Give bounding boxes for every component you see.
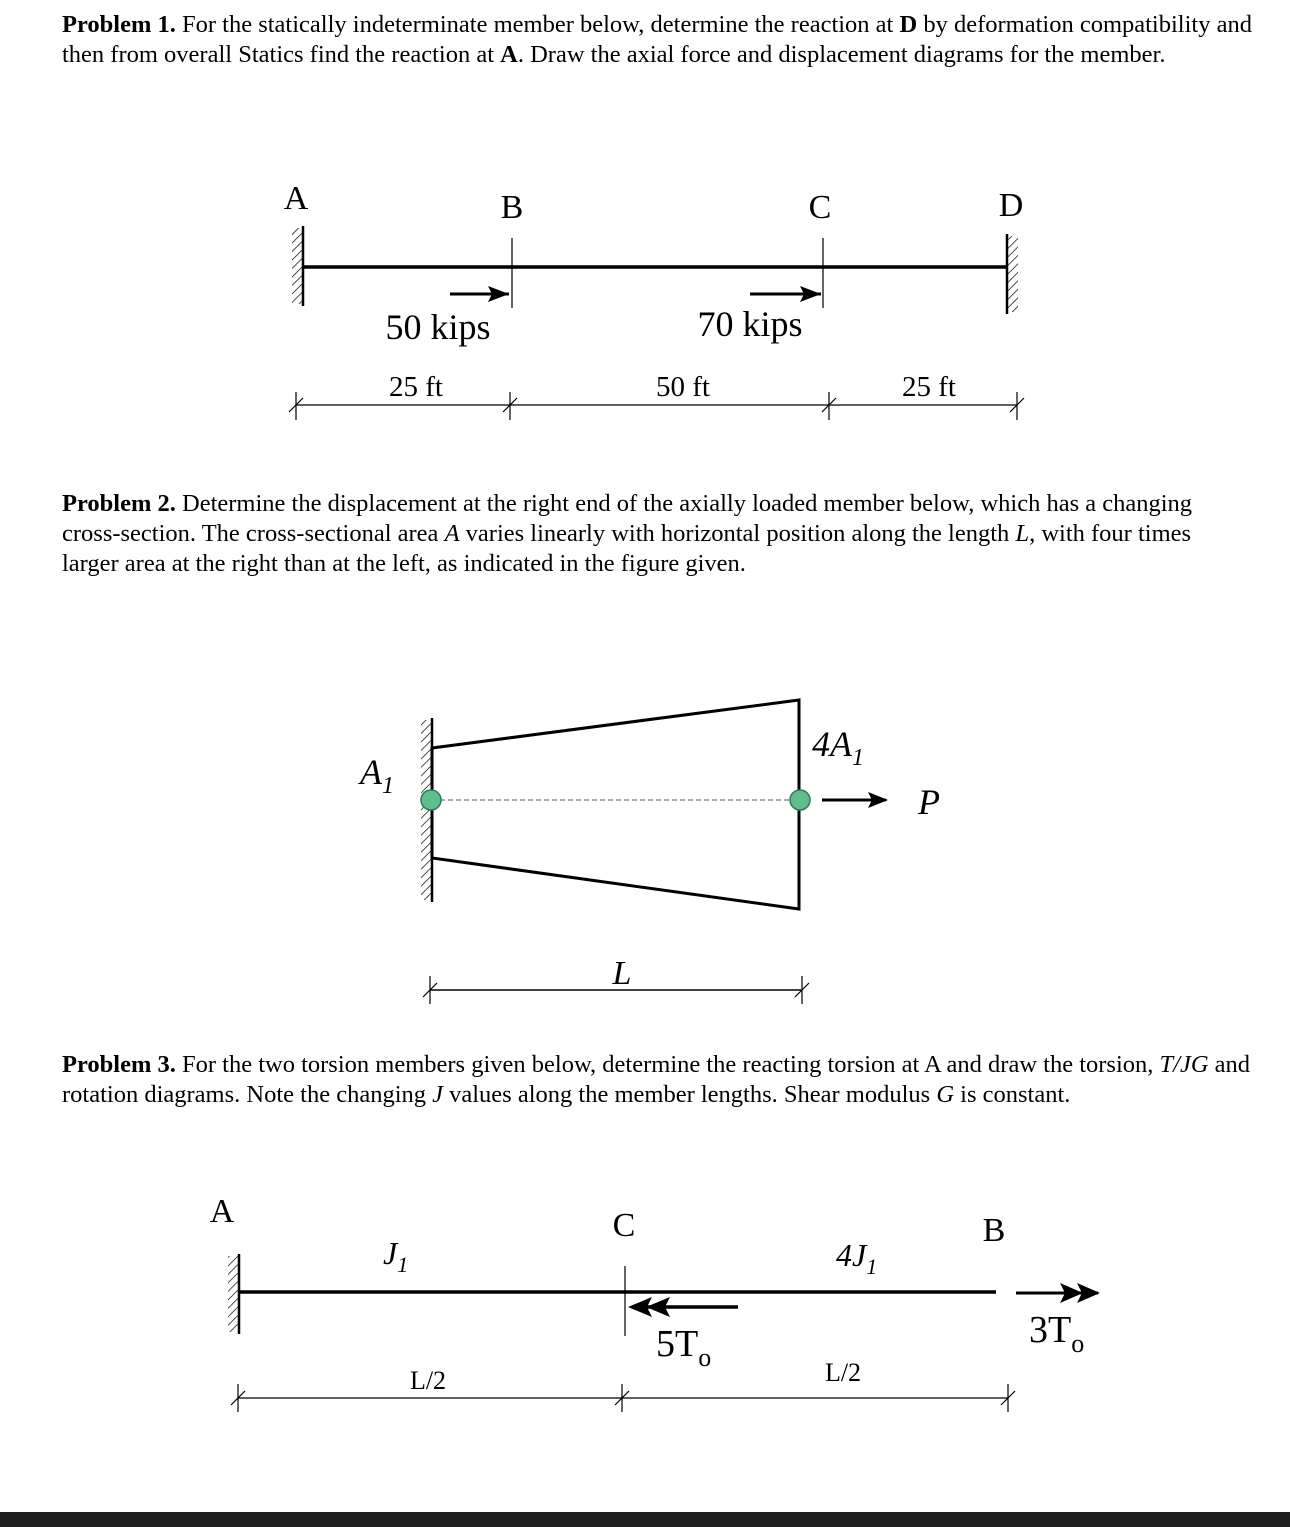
j-label-right: $4J_1$ (836, 1237, 878, 1279)
point-label-a3: A (209, 1193, 235, 1230)
j-label-left: $J_1$ (383, 1235, 409, 1277)
load-label-p: P (918, 782, 940, 822)
problem2-heading: Problem 2. (62, 490, 176, 517)
figure-2-dimension (423, 955, 809, 1004)
fixed-support-a3 (228, 1256, 238, 1332)
point-label-c: C (808, 189, 832, 226)
fixed-support-a (292, 228, 302, 304)
length-label-l: L (612, 955, 632, 992)
node-left (421, 790, 441, 810)
problem3-statement: Problem 3. For the two torsion members given below, determine the reacting torsion at A and draw the torsion, T/JG and rotation diagrams. Note the changing J values along the member lengths. Shear modulus G is constant. (62, 1051, 1251, 1108)
load-label-70: 70 kips (697, 304, 803, 344)
fixed-support-d (1008, 236, 1018, 312)
point-label-c3: C (612, 1207, 636, 1244)
figure-3-torsion-bar (210, 1193, 1100, 1372)
problem3-heading: Problem 3. (62, 1051, 176, 1078)
area-label-left: $A_1$ (360, 752, 394, 799)
problem2-statement: Problem 2. Determine the displacement at the right end of the axially loaded member below, which has a changing cross-section. The cross-sectional area A varies linearly with horizontal position along the length L, with four times larger area at the right than at the left, as indicated in the figure given. (62, 490, 1193, 577)
area-label-right: $4A_1$ (812, 724, 864, 771)
point-label-b3: B (982, 1212, 1006, 1249)
dim-label-ac: L/2 (409, 1366, 447, 1395)
tapered-member (432, 700, 799, 909)
point-label-a: A (283, 180, 309, 217)
dim-label-cb: L/2 (824, 1358, 862, 1387)
point-label-d: D (998, 187, 1024, 224)
torque-label-c: $5T_o$ (656, 1323, 712, 1372)
point-label-b: B (500, 189, 524, 226)
problem1-statement: Problem 1. For the statically indeterminate member below, determine the reaction at D by deformation compatibility and then from overall Statics find the reaction at A. Draw the axial force and displacement diagrams for the member. (62, 11, 1252, 68)
dim-label-cd: 25 ft (902, 371, 956, 403)
dim-label-bc: 50 ft (656, 371, 710, 403)
node-right (790, 790, 810, 810)
problem1-heading: Problem 1. (62, 11, 176, 38)
figure-3-dimensions (231, 1358, 1015, 1412)
figure-2-tapered-bar (358, 700, 940, 909)
torque-label-b: $3T_o$ (1029, 1309, 1085, 1358)
figure-1-dimensions (289, 371, 1024, 420)
load-label-50: 50 kips (385, 307, 491, 347)
dim-label-ab: 25 ft (389, 371, 443, 403)
bottom-bar (0, 1512, 1290, 1527)
figure-1-bar (284, 180, 1024, 347)
